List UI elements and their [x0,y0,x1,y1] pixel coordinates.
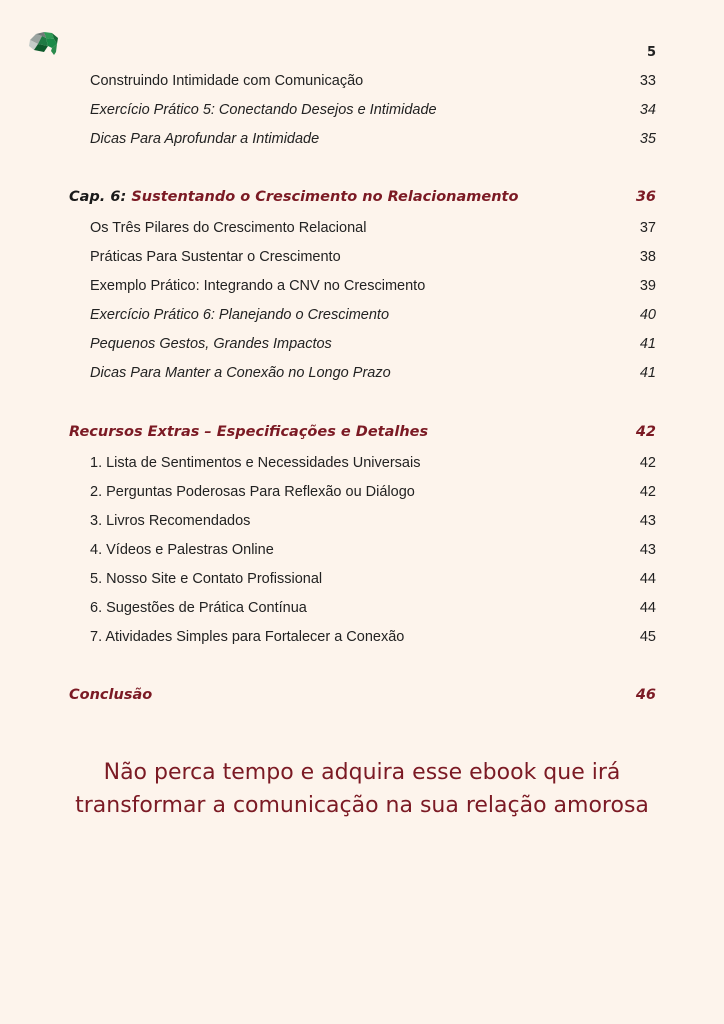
toc-entry-page: 42 [639,484,656,500]
toc-entry[interactable] [90,541,656,559]
toc-entry-page: 45 [639,629,656,645]
toc-entry[interactable] [90,219,656,237]
toc-entry-page: 37 [639,220,656,236]
cta-line-1: Não perca tempo e adquira esse ebook que irá [103,760,621,785]
toc-entry-title: Dicas Para Aprofundar a Intimidade [90,131,320,147]
toc-entry-page: 33 [639,73,656,89]
toc-entry-title: 3. Livros Recomendados [90,513,251,529]
toc-entry-title: Os Três Pilares do Crescimento Relacional [90,220,367,236]
toc-section-title: Conclusão [69,687,153,703]
toc-entry-page: 34 [639,102,656,118]
toc-entry-title: Exemplo Prático: Integrando a CNV no Crescimento [90,278,426,294]
toc-entry-page: 42 [639,455,656,471]
toc-entry-title: 1. Lista de Sentimentos e Necessidades Universais [90,455,421,471]
toc-section-conclusion[interactable] [69,686,656,704]
toc-entry-page: 44 [639,571,656,587]
toc-entry-title: Exercício Prático 6: Planejando o Crescimento [90,307,390,323]
cta-line-2: transformar a comunicação na sua relação amorosa [75,793,649,818]
toc-entry-page: 43 [639,542,656,558]
toc-section-title: Recursos Extras – Especificações e Detalhes [69,424,429,440]
toc-section-page: 46 [635,687,656,703]
toc-entry-title: 7. Atividades Simples para Fortalecer a Conexão [90,629,405,645]
toc-entry[interactable] [90,364,656,382]
toc-entry[interactable] [90,628,656,646]
toc-entry-page: 35 [639,131,656,147]
toc-entry-page: 40 [639,307,656,323]
toc-chapter-6[interactable] [69,188,656,206]
toc-entry-page: 41 [639,336,656,352]
toc-entry[interactable] [90,306,656,324]
page-number: 5 [646,45,656,60]
toc-entry-page: 44 [639,600,656,616]
toc-entry[interactable] [90,599,656,617]
toc-entry-title: 2. Perguntas Poderosas Para Reflexão ou Diálogo [90,484,415,500]
toc-entry[interactable] [90,335,656,353]
toc-section-page: 42 [635,424,656,440]
toc-section-extras[interactable] [69,423,656,441]
toc-entry[interactable] [90,483,656,501]
toc-entry-title: Exercício Prático 5: Conectando Desejos e Intimidade [90,102,437,118]
toc-entry[interactable] [90,570,656,588]
toc-entry-title: 5. Nosso Site e Contato Profissional [90,571,323,587]
toc-entry-title: Práticas Para Sustentar o Crescimento [90,249,341,265]
toc-entry[interactable] [90,130,656,148]
toc-entry[interactable] [90,512,656,530]
toc-chapter-title: Sustentando o Crescimento no Relacionamento [131,189,519,205]
call-to-action [30,756,694,822]
toc-chapter-heading [69,188,518,206]
toc-entry[interactable] [90,72,656,90]
toc-entry-title: Dicas Para Manter a Conexão no Longo Prazo [90,365,391,381]
toc-chapter-page: 36 [635,189,656,205]
toc-entry[interactable] [90,454,656,472]
brain-logo-icon [28,30,60,56]
toc-entry-title: 4. Vídeos e Palestras Online [90,542,274,558]
toc-entry-page: 38 [639,249,656,265]
toc-entry-page: 41 [639,365,656,381]
toc-entry[interactable] [90,277,656,295]
toc-entry-title: Construindo Intimidade com Comunicação [90,73,364,89]
toc-entry-title: 6. Sugestões de Prática Contínua [90,600,307,616]
toc-chapter-prefix: Cap. 6: [69,189,132,205]
toc-entry[interactable] [90,101,656,119]
toc-entry-page: 43 [639,513,656,529]
toc-entry-page: 39 [639,278,656,294]
toc-entry[interactable] [90,248,656,266]
toc-entry-title: Pequenos Gestos, Grandes Impactos [90,336,332,352]
